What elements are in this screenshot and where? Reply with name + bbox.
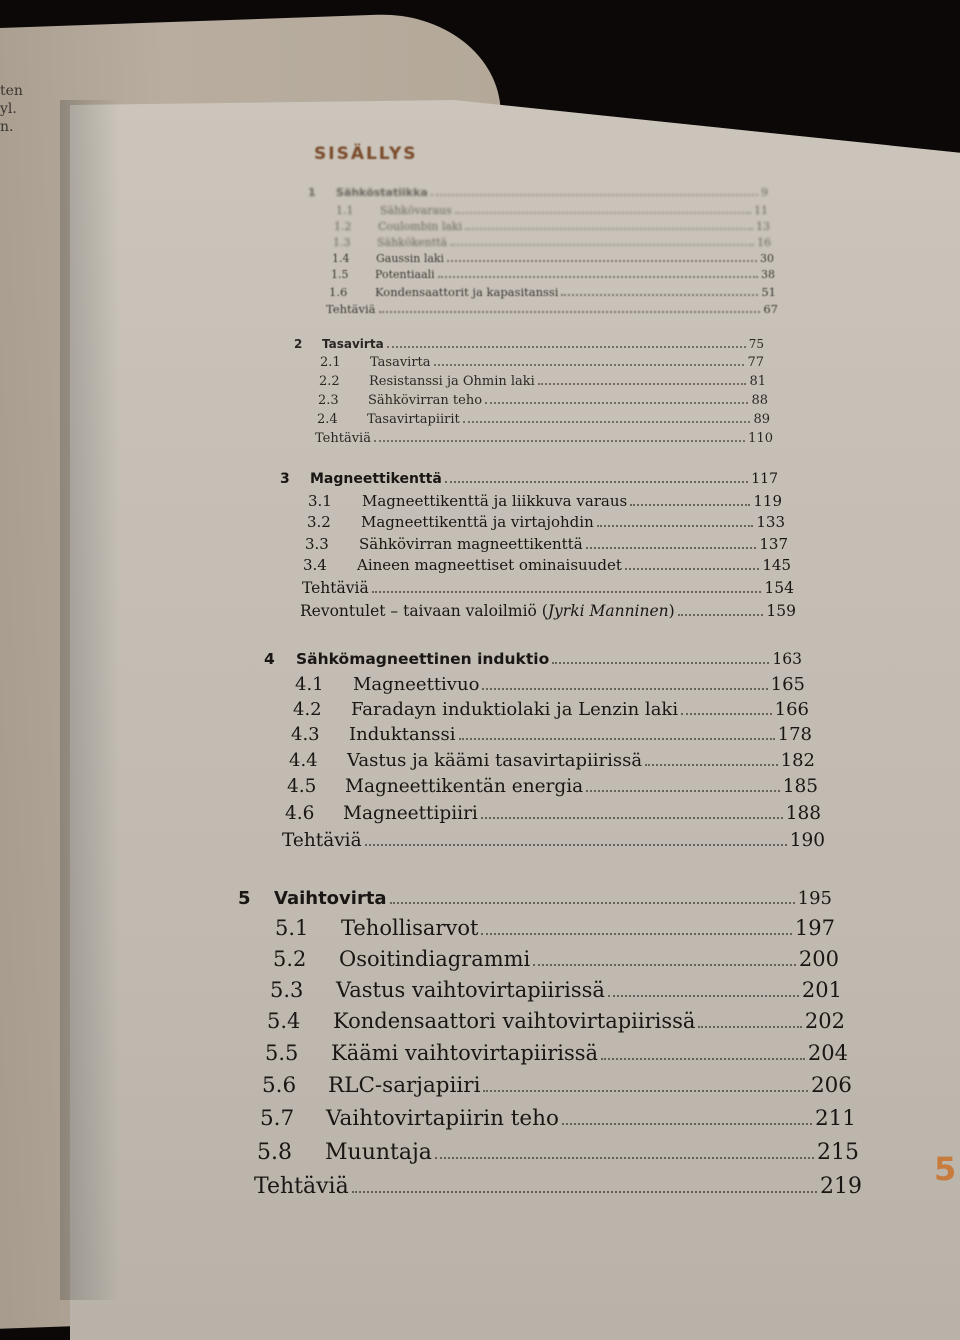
toc-section[interactable] xyxy=(318,393,768,408)
toc-section[interactable] xyxy=(331,268,775,281)
toc-section[interactable] xyxy=(305,535,788,553)
page-number: 67 xyxy=(763,302,778,316)
page-number: 201 xyxy=(801,978,842,1002)
section-number: 4.3 xyxy=(291,724,320,745)
leader-dots xyxy=(459,728,775,740)
leader-dots xyxy=(586,539,757,549)
leader-dots xyxy=(561,288,758,296)
section-title: Vastus vaihtovirtapiirissä xyxy=(336,978,605,1002)
page-number: 197 xyxy=(794,916,835,940)
leader-dots xyxy=(445,473,748,483)
toc-section[interactable] xyxy=(262,1073,852,1098)
toc-section[interactable] xyxy=(275,916,835,940)
toc-exercises[interactable] xyxy=(282,830,825,851)
leader-dots xyxy=(438,270,758,278)
leader-dots xyxy=(379,305,761,313)
toc-section[interactable] xyxy=(333,236,771,249)
chapter-number: 3 xyxy=(280,471,290,487)
section-title: Muuntaja xyxy=(325,1140,432,1165)
page-number: 202 xyxy=(804,1009,845,1033)
page-number: 77 xyxy=(747,355,764,370)
page-number: 89 xyxy=(753,412,770,427)
chapter-title: Sähkömagneettinen induktio xyxy=(296,650,550,668)
section-title: Käämi vaihtovirtapiirissä xyxy=(331,1041,599,1065)
section-title: Kondensaattori vaihtovirtapiirissä xyxy=(333,1009,696,1033)
page-number: 145 xyxy=(762,556,791,574)
leader-dots xyxy=(538,376,747,385)
section-number: 4.1 xyxy=(295,674,324,695)
page-number: 219 xyxy=(820,1174,862,1199)
leader-dots xyxy=(625,560,760,570)
page-number: 9 xyxy=(761,186,768,199)
section-number: 3.1 xyxy=(308,492,332,510)
exercises-title: Tehtäviä xyxy=(282,830,362,851)
leader-dots xyxy=(434,357,745,366)
section-number: 2.4 xyxy=(317,412,338,427)
page-number: 165 xyxy=(770,674,805,695)
section-number: 1.3 xyxy=(333,236,351,249)
section-number: 5.4 xyxy=(267,1009,301,1033)
section-title: Faradayn induktiolaki ja Lenzin laki xyxy=(351,699,679,720)
exercises-title: Tehtäviä xyxy=(326,302,376,316)
section-number: 3.4 xyxy=(303,556,327,574)
section-title: Sähkövirran teho xyxy=(368,393,483,408)
toc-section[interactable] xyxy=(265,1041,848,1065)
chapter-number: 4 xyxy=(264,650,275,668)
toc-extra-article[interactable] xyxy=(300,602,796,620)
page-number: 88 xyxy=(751,393,768,408)
exercises-title: Tehtäviä xyxy=(254,1174,349,1199)
section-title: Induktanssi xyxy=(349,724,456,745)
toc-section[interactable] xyxy=(291,724,812,745)
leader-dots xyxy=(483,1078,807,1092)
article-title-text: Revontulet – taivaan valoilmiö ( xyxy=(300,602,548,620)
article-title xyxy=(300,602,675,620)
toc-section[interactable] xyxy=(303,556,791,574)
section-title: Resistanssi ja Ohmin laki xyxy=(369,374,535,389)
leader-dots xyxy=(387,339,746,348)
section-title: Aineen magneettiset ominaisuudet xyxy=(357,556,622,574)
chapter-title: Tasavirta xyxy=(322,337,384,351)
section-number: 5.6 xyxy=(262,1073,297,1098)
page-number: 30 xyxy=(760,252,774,265)
page-number: 11 xyxy=(754,204,768,217)
section-number: 1.4 xyxy=(332,252,350,265)
page-number: 51 xyxy=(761,285,776,299)
fragment-line: ten xyxy=(0,83,23,99)
toc-section[interactable] xyxy=(270,978,842,1002)
page-number: 119 xyxy=(753,492,782,510)
page-number: 178 xyxy=(777,724,812,745)
toc-section[interactable] xyxy=(308,492,782,510)
toc-section[interactable] xyxy=(289,750,815,771)
chapter-title: Vaihtovirta xyxy=(274,888,387,909)
toc-section[interactable] xyxy=(267,1009,845,1033)
chapter-number: 5 xyxy=(238,888,251,909)
leader-dots xyxy=(601,1046,805,1060)
exercises-title: Tehtäviä xyxy=(315,431,371,446)
section-title: Magneettikenttä ja liikkuva varaus xyxy=(362,492,628,510)
toc-chapter-1[interactable] xyxy=(308,186,768,199)
fragment-line: n. xyxy=(0,119,14,135)
toc-section[interactable] xyxy=(273,947,839,971)
section-number: 1.1 xyxy=(336,204,354,217)
leader-dots xyxy=(365,834,787,846)
leader-dots xyxy=(450,238,754,246)
page-number: 13 xyxy=(756,220,770,233)
section-number: 5.5 xyxy=(265,1041,299,1065)
page-number: 137 xyxy=(759,535,788,553)
page-number: 215 xyxy=(817,1140,859,1165)
page-number: 38 xyxy=(761,268,775,281)
section-title: Magneettipiiri xyxy=(343,803,478,824)
section-number: 5.7 xyxy=(260,1106,295,1131)
chapter-thumb-tab: 5 xyxy=(934,1150,957,1188)
leader-dots xyxy=(390,892,795,904)
section-title: Kondensaattorit ja kapasitanssi xyxy=(375,285,559,299)
section-number: 3.3 xyxy=(305,535,329,553)
chapter-number: 2 xyxy=(294,337,303,351)
leader-dots xyxy=(374,433,745,442)
leader-dots xyxy=(431,188,758,196)
leader-dots xyxy=(485,395,748,404)
toc-section[interactable] xyxy=(319,374,766,389)
toc-section[interactable] xyxy=(336,204,768,217)
leader-dots xyxy=(586,780,780,792)
leader-dots xyxy=(597,517,754,527)
toc-chapter-3[interactable] xyxy=(280,471,778,487)
leader-dots xyxy=(465,222,753,230)
toc-chapter-2[interactable] xyxy=(294,337,764,351)
leader-dots xyxy=(645,754,778,766)
leader-dots xyxy=(552,653,769,664)
leader-dots xyxy=(455,206,751,214)
page-number: 16 xyxy=(757,236,771,249)
section-title: Vastus ja käämi tasavirtapiirissä xyxy=(347,750,643,771)
toc-exercises[interactable] xyxy=(315,431,773,446)
article-author: Jyrki Manninen xyxy=(547,602,669,620)
section-number: 1.6 xyxy=(329,285,348,299)
section-number: 1.5 xyxy=(331,268,349,281)
section-title: Gaussin laki xyxy=(376,252,445,265)
section-number: 2.2 xyxy=(319,374,340,389)
exercises-title: Tehtäviä xyxy=(302,579,369,597)
page-number: 154 xyxy=(764,579,794,597)
section-title: Sähkövirran magneettikenttä xyxy=(359,535,583,553)
page-number: 211 xyxy=(814,1106,856,1131)
section-title: Vaihtovirtapiirin teho xyxy=(326,1106,559,1131)
toc-section[interactable] xyxy=(287,776,818,797)
toc-chapter-5[interactable] xyxy=(238,888,832,909)
leader-dots xyxy=(533,952,796,966)
section-title: Magneettivuo xyxy=(353,674,480,695)
toc-section[interactable] xyxy=(260,1106,856,1131)
section-title: Osoitindiagrammi xyxy=(339,947,531,971)
page-number: 206 xyxy=(810,1073,852,1098)
toc-exercises[interactable] xyxy=(254,1174,862,1199)
leader-dots xyxy=(372,582,762,593)
page-number: 163 xyxy=(772,650,802,668)
page-number: 81 xyxy=(749,374,766,389)
section-number: 2.1 xyxy=(320,355,341,370)
page-number: 117 xyxy=(751,471,778,487)
leader-dots xyxy=(482,678,767,690)
page-number: 190 xyxy=(789,830,825,851)
section-title: Sähkökenttä xyxy=(377,236,448,249)
section-title: RLC-sarjapiiri xyxy=(328,1073,481,1098)
fragment-line: yl. xyxy=(0,101,17,117)
section-title: Sähkövaraus xyxy=(380,204,452,217)
section-title: Tasavirta xyxy=(370,355,431,370)
leader-dots xyxy=(630,496,750,506)
chapter-title: Magneettikenttä xyxy=(310,471,442,487)
section-title: Potentiaali xyxy=(375,268,435,281)
leader-dots xyxy=(481,807,783,819)
toc-section[interactable] xyxy=(334,220,770,233)
toc-section[interactable] xyxy=(295,674,805,695)
toc-section[interactable] xyxy=(285,803,821,824)
section-number: 5.2 xyxy=(273,947,307,971)
section-number: 5.1 xyxy=(275,916,309,940)
page-number: 133 xyxy=(756,513,785,531)
toc-section[interactable] xyxy=(332,252,774,265)
leader-dots xyxy=(608,983,799,997)
toc-section[interactable] xyxy=(307,513,785,531)
toc-exercises[interactable] xyxy=(302,579,794,597)
article-title-close: ) xyxy=(668,602,675,620)
section-title: Tehollisarvot xyxy=(341,916,479,940)
toc-chapter-4[interactable] xyxy=(264,650,802,668)
page-number: 188 xyxy=(785,803,821,824)
toc-exercises[interactable] xyxy=(326,302,778,316)
chapter-number: 1 xyxy=(308,186,316,199)
section-number: 4.2 xyxy=(293,699,322,720)
toc-title: SISÄLLYS xyxy=(314,144,418,164)
leader-dots xyxy=(463,414,751,423)
toc-section[interactable] xyxy=(317,412,770,427)
section-title: Magneettikenttä ja virtajohdin xyxy=(361,513,594,531)
leader-dots xyxy=(681,703,772,715)
section-number: 3.2 xyxy=(307,513,331,531)
page-number: 204 xyxy=(807,1041,848,1065)
leader-dots xyxy=(352,1179,817,1193)
section-number: 4.5 xyxy=(287,776,317,797)
section-number: 5.8 xyxy=(257,1140,292,1165)
page-number: 166 xyxy=(774,699,809,720)
section-number: 5.3 xyxy=(270,978,304,1002)
page-number: 75 xyxy=(748,337,764,351)
section-title: Magneettikentän energia xyxy=(345,776,584,797)
section-title: Coulombin laki xyxy=(378,220,463,233)
page-number: 159 xyxy=(766,602,796,620)
page-number: 110 xyxy=(748,431,773,446)
section-number: 1.2 xyxy=(334,220,352,233)
page-number: 182 xyxy=(780,750,815,771)
section-number: 4.6 xyxy=(285,803,315,824)
page-number: 200 xyxy=(798,947,839,971)
leader-dots xyxy=(435,1145,814,1159)
section-number: 4.4 xyxy=(289,750,318,771)
chapter-title: Sähköstatiikka xyxy=(336,186,428,199)
section-title: Tasavirtapiirit xyxy=(367,412,460,427)
leader-dots xyxy=(447,254,757,262)
toc-section[interactable] xyxy=(257,1140,859,1165)
toc-section[interactable] xyxy=(320,355,764,370)
page-number: 185 xyxy=(782,776,818,797)
leader-dots xyxy=(678,605,764,616)
toc-section[interactable] xyxy=(329,285,776,299)
page-number: 195 xyxy=(797,888,832,909)
leader-dots xyxy=(698,1014,801,1028)
leader-dots xyxy=(562,1111,812,1125)
toc-section[interactable] xyxy=(293,699,809,720)
leader-dots xyxy=(481,921,792,935)
section-number: 2.3 xyxy=(318,393,339,408)
